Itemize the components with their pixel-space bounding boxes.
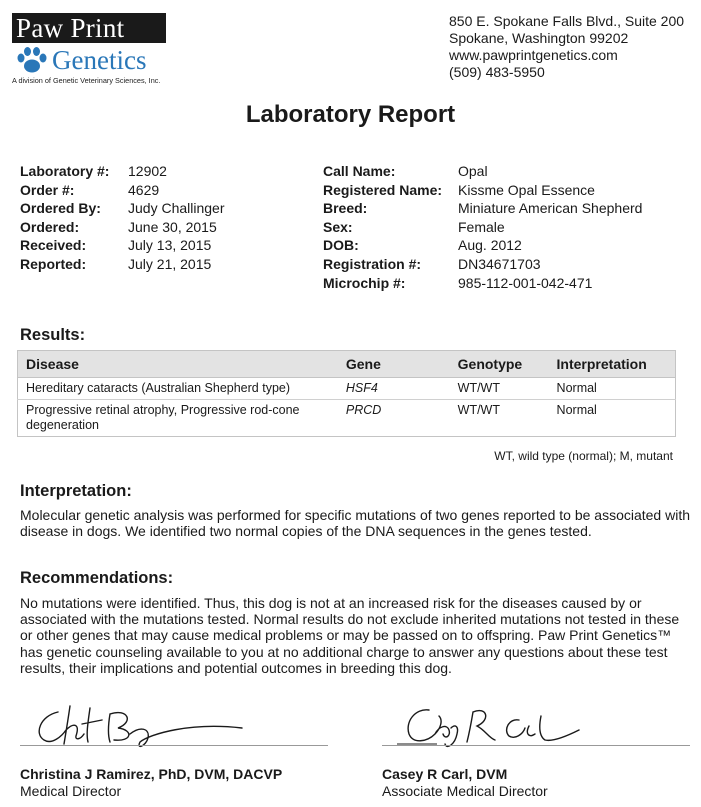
info-value: 985-112-001-042-471 xyxy=(458,274,593,291)
address-street: 850 E. Spokane Falls Blvd., Suite 200 xyxy=(449,13,685,29)
info-label: Ordered By: xyxy=(20,200,101,217)
info-row xyxy=(323,274,693,293)
info-row xyxy=(20,199,300,218)
info-row xyxy=(323,199,693,218)
info-value: Aug. 2012 xyxy=(458,237,522,254)
info-value: Kissme Opal Essence xyxy=(458,181,595,198)
signer-title: Associate Medical Director xyxy=(382,783,548,799)
info-value: 12902 xyxy=(128,163,167,179)
info-label: Registered Name: xyxy=(323,181,443,198)
table-row xyxy=(18,400,676,437)
info-label: Laboratory #: xyxy=(20,163,110,179)
info-value: 4629 xyxy=(128,181,160,198)
info-row xyxy=(20,236,300,255)
info-label: Received: xyxy=(20,237,87,254)
info-label: Ordered: xyxy=(20,218,80,235)
paw-print-icon xyxy=(14,45,50,75)
info-value: Female xyxy=(458,218,505,235)
results-table xyxy=(17,350,676,437)
cell-interpretation: Normal xyxy=(549,378,676,400)
interpretation-text: Molecular genetic analysis was performed for specific mutations of two genes reported to be associated with disease in dogs. We identified two normal copies of the DNA sequences in the genes tested. xyxy=(20,507,691,540)
table-row xyxy=(18,378,676,400)
signer-title: Medical Director xyxy=(20,783,122,799)
info-label: Sex: xyxy=(323,218,353,235)
header-interpretation: Interpretation xyxy=(549,351,676,378)
signature-line xyxy=(382,745,690,746)
info-label: Breed: xyxy=(323,200,368,217)
info-value: Miniature American Shepherd xyxy=(458,200,643,217)
info-row xyxy=(323,236,693,255)
info-row xyxy=(323,181,693,200)
logo-line-1: Paw Print xyxy=(12,13,166,43)
info-row xyxy=(20,218,300,237)
logo-tagline: A division of Genetic Veterinary Sciences, Inc. xyxy=(12,76,161,85)
info-label: Call Name: xyxy=(323,163,396,179)
genotype-legend: WT, wild type (normal); M, mutant xyxy=(494,449,673,463)
header-disease: Disease xyxy=(18,351,338,378)
info-label: DOB: xyxy=(323,237,359,254)
address-city: Spokane, Washington 99202 xyxy=(449,30,629,46)
info-value: Opal xyxy=(458,163,488,179)
info-label: Reported: xyxy=(20,255,87,272)
signer-right xyxy=(382,766,548,800)
info-row xyxy=(323,255,693,274)
cell-disease: Progressive retinal atrophy, Progressive rod-cone degeneration xyxy=(18,400,338,437)
info-row xyxy=(20,162,300,181)
recommendations-heading: Recommendations: xyxy=(20,569,174,587)
info-row xyxy=(20,255,300,274)
signer-name: Christina J Ramirez, PhD, DVM, DACVP xyxy=(20,766,283,782)
cell-gene: PRCD xyxy=(338,400,450,437)
results-heading: Results: xyxy=(20,326,86,344)
info-value: July 13, 2015 xyxy=(128,237,212,254)
info-value: July 21, 2015 xyxy=(128,255,212,272)
signer-left xyxy=(20,766,282,800)
report-title: Laboratory Report xyxy=(245,101,456,128)
signer-name: Casey R Carl, DVM xyxy=(382,766,508,782)
info-value: June 30, 2015 xyxy=(128,218,217,235)
header-genotype: Genotype xyxy=(450,351,549,378)
address-website[interactable]: www.pawprintgenetics.com xyxy=(449,47,618,63)
cell-genotype: WT/WT xyxy=(450,400,549,437)
info-row xyxy=(20,181,300,200)
info-value: DN34671703 xyxy=(458,255,541,272)
recommendations-text: No mutations were identified. Thus, this dog is not at an increased risk for the diseases caused by or associated with the mutations tested. Normal results do not exclude inherited mutations not tested in these or other genes that may cause medical problems or may be passed on to offspring. Paw Print Genetics™ has genetic counseling available to you at no additional charge to answer any questions about these test results, their implications and potential outcomes in breeding this dog. xyxy=(20,595,680,676)
cell-interpretation: Normal xyxy=(549,400,676,437)
info-label: Order #: xyxy=(20,181,75,198)
info-label: Microchip #: xyxy=(323,274,406,291)
cell-genotype: WT/WT xyxy=(450,378,549,400)
cell-disease: Hereditary cataracts (Australian Shepherd type) xyxy=(18,378,338,400)
order-info xyxy=(20,162,300,274)
company-logo xyxy=(12,13,172,83)
logo-line-2: Genetics xyxy=(52,45,147,75)
table-header-row xyxy=(18,351,676,378)
info-value: Judy Challinger xyxy=(128,200,225,217)
info-label: Registration #: xyxy=(323,255,422,272)
company-address xyxy=(449,13,684,81)
signature-line xyxy=(20,745,328,746)
info-row xyxy=(323,218,693,237)
interpretation-heading: Interpretation: xyxy=(20,482,132,500)
cell-gene: HSF4 xyxy=(338,378,450,400)
address-phone: (509) 483-5950 xyxy=(449,64,545,80)
info-row xyxy=(323,162,693,181)
header-gene: Gene xyxy=(338,351,450,378)
dog-info xyxy=(323,162,693,292)
